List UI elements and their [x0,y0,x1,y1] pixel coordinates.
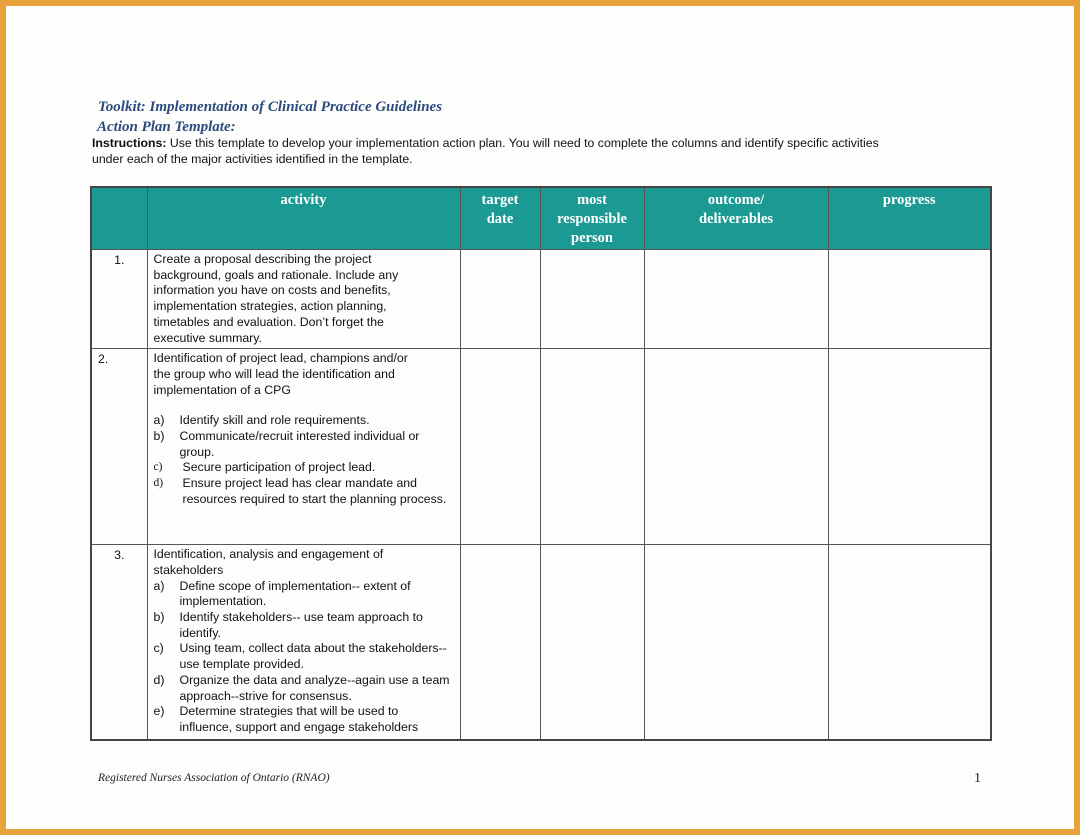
row-number: 2. [91,349,147,545]
progress-cell[interactable] [828,250,991,349]
activity-line: implementation strategies, action planning, [153,299,387,314]
instructions-text: Use this template to develop your implementation action plan. You will need to complete the columns and identify specific activities [169,136,879,150]
page-number: 1 [974,771,981,786]
document-subtitle: Action Plan Template: [97,119,236,135]
target-date-cell[interactable] [460,250,540,349]
sub-item [154,673,454,704]
header-row [91,187,991,250]
activity-line: executive summary. [153,330,262,345]
sub-item [154,476,454,507]
sub-item-text: Determine strategies that will be used to influence, support and engage stakeholders [179,704,419,734]
activity-line: timetables and evaluation. Don’t forget the [153,314,384,329]
header-num [91,187,147,250]
row-number: 1. [91,250,147,349]
activity-cell [147,250,460,349]
header-responsible-line2: responsible [557,211,627,227]
sub-item [154,429,454,460]
header-responsible [540,187,644,250]
sub-item [154,641,454,672]
header-outcome-line2: deliverables [698,211,774,227]
instructions-label: Instructions: [92,136,167,150]
target-date-cell[interactable] [460,349,540,545]
activity-cell [147,349,460,545]
activity-line: implementation of a CPG [153,382,291,397]
sub-item-label: c) [153,641,164,656]
sub-item-label: b) [153,610,165,625]
header-responsible-line3: person [571,230,613,246]
header-target-date-line2: date [486,211,514,227]
activity-line: Identification, analysis and engagement of [153,547,384,562]
sub-item-text: Identify skill and role requirements. [179,413,370,428]
sub-item-label: c) [153,461,163,474]
table-row [91,545,991,741]
sub-item [154,704,454,735]
sub-item-text: Ensure project lead has clear mandate and resources required to start the planning process. [182,476,447,506]
sub-item [154,579,454,610]
sub-item-label: d) [153,672,165,687]
progress-cell[interactable] [828,545,991,741]
sub-item-text: Organize the data and analyze--again use a team approach--strive for consensus. [179,672,450,703]
instructions [92,136,992,167]
sub-item-text: Communicate/recruit interested individual or group. [179,429,420,459]
target-date-cell[interactable] [460,545,540,741]
header-activity: activity [147,187,460,250]
responsible-cell[interactable] [540,545,644,741]
activity-line: the group who will lead the identification and [153,366,395,381]
sub-item-text: Using team, collect data about the stakeholders-- use template provided. [179,641,447,672]
responsible-cell[interactable] [540,349,644,545]
activity-line: Create a proposal describing the project [153,252,372,266]
activity-line: background, goals and rationale. Include any [153,267,399,282]
sub-item-text: Identify stakeholders-- use team approach to identify. [179,610,423,640]
table-row [91,250,991,349]
table-row [91,349,991,545]
document-title: Toolkit: Implementation of Clinical Practice Guidelines [98,99,443,115]
sub-item-label: a) [153,578,165,593]
sub-item-text: Secure participation of project lead. [182,460,376,475]
sub-item [154,460,454,476]
activity-line: Identification of project lead, champions and/or [153,351,408,366]
row-number: 3. [91,545,147,741]
sub-item-label: b) [153,429,165,444]
header-outcome [644,187,828,250]
sub-item-text: Define scope of implementation-- extent of implementation. [179,578,411,609]
activity-line: information you have on costs and benefits, [153,283,391,298]
header-target-date-line1: target [481,192,519,208]
footer-organization: Registered Nurses Association of Ontario (RNAO) [98,772,330,784]
outcome-cell[interactable] [644,349,828,545]
activity-line: stakeholders [153,562,224,577]
sub-item [154,610,454,641]
sub-item-label: d) [153,477,164,490]
responsible-cell[interactable] [540,250,644,349]
progress-cell[interactable] [828,349,991,545]
header-progress: progress [828,187,991,250]
header-target-date [460,187,540,250]
instructions-text-2: under each of the major activities identified in the template. [92,151,413,166]
outcome-cell[interactable] [644,545,828,741]
header-outcome-line1: outcome/ [707,192,765,208]
sub-item [154,413,454,429]
sub-item-label: e) [153,704,165,719]
outcome-cell[interactable] [644,250,828,349]
action-plan-table [90,186,992,741]
activity-cell [147,545,460,741]
document-page [6,6,1074,829]
header-responsible-line1: most [577,192,607,208]
sub-item-label: a) [153,413,165,428]
